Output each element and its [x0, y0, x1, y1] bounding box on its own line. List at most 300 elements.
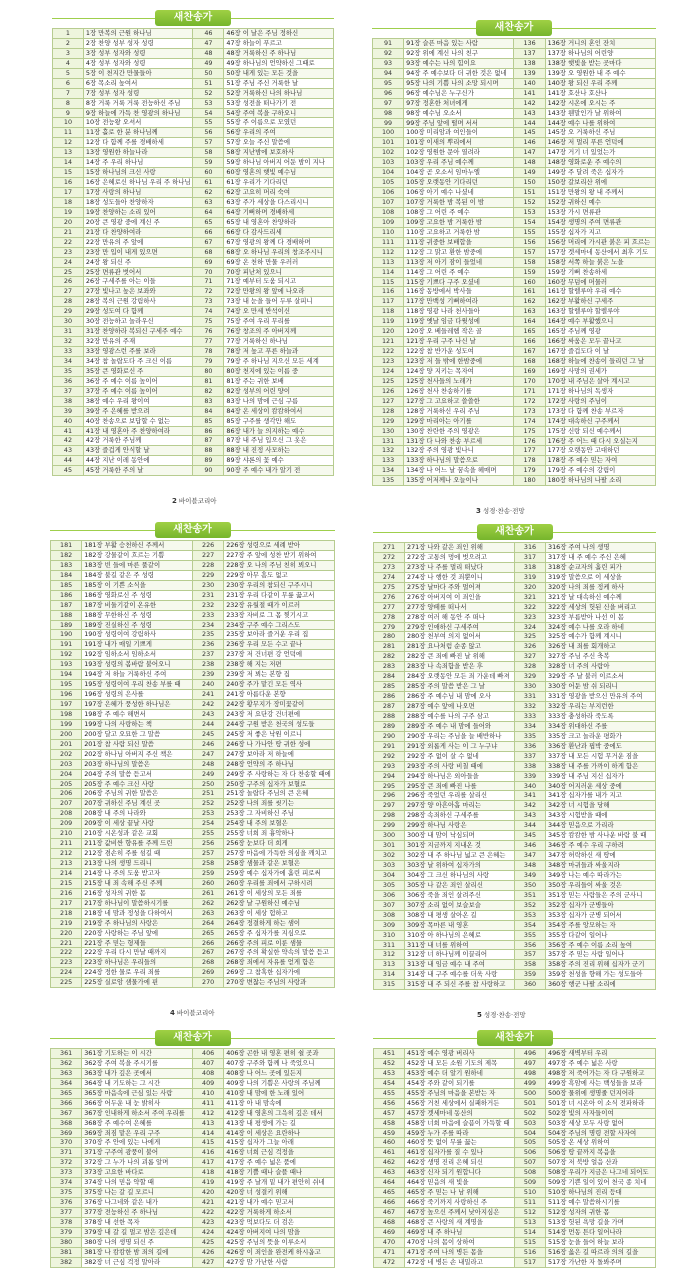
hymn-number: 26	[53, 277, 84, 287]
table-row	[374, 1058, 656, 1068]
hymn-title: 377장 전능하신 주 하나님	[82, 1208, 193, 1218]
table-row	[53, 257, 334, 267]
table-row	[51, 868, 335, 878]
hymn-number: 472	[374, 1257, 405, 1267]
hymn-number: 201	[51, 739, 82, 749]
table-row	[374, 721, 656, 731]
hymn-number: 25	[53, 267, 84, 277]
hymn-title: 34장 참 놀랍도다 주 크신 이름	[83, 356, 193, 366]
hymn-title: 255장 너희 죄 흉악하나	[224, 829, 335, 839]
table-row	[373, 436, 656, 446]
hymn-number: 507	[514, 1158, 545, 1168]
hymn-number: 119	[373, 317, 404, 327]
table-row	[374, 1088, 656, 1098]
table-row	[374, 870, 656, 880]
table-row	[51, 759, 335, 769]
hymn-title: 337장 내 모든 시험 무거운 짐을	[546, 751, 656, 761]
hymn-title: 163장 할렐루야 할렐루야	[545, 307, 655, 317]
table-row	[373, 247, 656, 257]
hymn-number: 299	[374, 821, 405, 831]
hymn-number: 270	[192, 978, 223, 988]
hymn-number: 180	[514, 476, 545, 486]
table-row	[51, 719, 335, 729]
hymn-title: 117장 만백성 기뻐하여라	[404, 297, 514, 307]
hymn-number: 406	[192, 1049, 223, 1059]
hymn-title: 298장 속죄하신 구세주를	[405, 811, 515, 821]
table-row	[373, 466, 656, 476]
hymn-title: 109장 고요한 밤 거룩한 밤	[404, 217, 514, 227]
hymn-number: 375	[51, 1188, 82, 1198]
hymn-index-page-5	[50, 1028, 335, 1266]
table-row	[374, 980, 656, 990]
hymn-number: 103	[373, 158, 404, 168]
hymn-title: 335장 크고 놀라운 평화가	[546, 731, 656, 741]
hymn-title: 410장 내 맘에 한 노래 있어	[224, 1088, 335, 1098]
table-row	[51, 690, 335, 700]
hymn-title: 297장 양 아흔아홉 마리는	[405, 801, 515, 811]
table-row	[51, 1118, 335, 1128]
hymn-number: 335	[514, 731, 545, 741]
table-row	[373, 158, 656, 168]
hymn-title: 248장 언약의 주 하나님	[224, 759, 335, 769]
hymn-number: 455	[374, 1088, 405, 1098]
hymn-number: 374	[51, 1178, 82, 1188]
hymn-number: 337	[514, 751, 545, 761]
hymn-title: 499장 흑암에 사는 백성들을 보라	[546, 1078, 656, 1088]
hymn-title: 507장 저 북방 얼음 산과	[546, 1158, 656, 1168]
table-row	[51, 1088, 335, 1098]
hymn-number: 11	[53, 128, 84, 138]
hymn-number: 284	[374, 672, 405, 682]
table-row	[374, 811, 656, 821]
hymn-title: 472장 네 병든 손 내밀라고	[405, 1257, 515, 1267]
hymn-number: 249	[192, 769, 223, 779]
hymn-number: 328	[514, 662, 545, 672]
hymn-number: 84	[193, 406, 224, 416]
hymn-title: 44장 지난 이레 동안에	[83, 456, 193, 466]
hymn-number: 6	[53, 78, 84, 88]
hymn-title: 118장 영광 나라 천사들아	[404, 307, 514, 317]
hymn-number: 193	[51, 660, 82, 670]
hymn-number: 419	[192, 1178, 223, 1188]
table-row	[51, 620, 335, 630]
hymn-title: 312장 너 하나님께 이끌리어	[405, 950, 515, 960]
hymn-number: 333	[514, 711, 545, 721]
hymn-number: 91	[373, 39, 404, 49]
hymn-title: 71장 예부터 도움 되시고	[224, 277, 334, 287]
table-row	[373, 476, 656, 486]
hymn-number: 464	[374, 1178, 405, 1188]
hymn-number: 63	[193, 197, 224, 207]
hymn-number: 15	[53, 168, 84, 178]
hymn-title: 167장 즐겁도다 이 날	[545, 347, 655, 357]
hymn-title: 261장 이 세상의 모든 죄를	[224, 888, 335, 898]
hymn-number: 121	[373, 337, 404, 347]
hymn-title: 200장 달고 오묘한 그 말씀	[82, 729, 193, 739]
hymn-title: 238장 해 지는 저편	[224, 660, 335, 670]
hymn-number: 327	[514, 652, 545, 662]
hymn-number: 165	[514, 327, 545, 337]
hymn-number: 32	[53, 337, 84, 347]
hymn-title: 209장 이 세상 끝날 사랑	[82, 819, 193, 829]
hymn-title: 148장 영화로운 주 예수의	[545, 158, 655, 168]
hymn-title: 219장 주 하나님의 사랑은	[82, 918, 193, 928]
hymn-title: 258장 샘물과 같은 보혈은	[224, 859, 335, 869]
hymn-title: 131장 다 나와 찬송 부르세	[404, 436, 514, 446]
table-row	[53, 396, 334, 406]
hymn-number: 296	[374, 791, 405, 801]
hymn-number: 18	[53, 197, 84, 207]
hymn-index-table	[373, 1048, 656, 1268]
hymn-title: 187장 비둘기같이 온유한	[82, 600, 193, 610]
page-number: 3	[476, 507, 481, 515]
hymn-number: 9	[53, 108, 84, 118]
hymn-title: 282장 큰 죄에 빠진 날 위해	[405, 652, 515, 662]
hymn-title: 345장 캄캄한 밤 사나운 바람 불 때	[546, 831, 656, 841]
hymn-number: 315	[374, 980, 405, 990]
hymn-number: 503	[514, 1118, 545, 1128]
table-row	[53, 416, 334, 426]
hymn-title: 375장 나는 갈 길 모르니	[82, 1188, 193, 1198]
hymn-title: 320장 나의 죄를 정케 하사	[546, 582, 656, 592]
hymn-number: 124	[373, 366, 404, 376]
table-row	[51, 670, 335, 680]
hymn-title: 140장 왕 되신 우리 주께	[545, 78, 655, 88]
hymn-number: 422	[192, 1208, 223, 1218]
hymn-title: 269장 그 참혹한 십자가에	[224, 968, 335, 978]
hymn-number: 85	[193, 416, 224, 426]
page-title: 새찬송가	[477, 524, 553, 540]
hymn-number: 516	[514, 1247, 545, 1257]
table-row	[374, 791, 656, 801]
table-row	[53, 277, 334, 287]
hymn-number: 146	[514, 138, 545, 148]
hymn-title: 469장 내 주 하나님	[405, 1227, 515, 1237]
hymn-number: 314	[374, 970, 405, 980]
hymn-number: 241	[192, 690, 223, 700]
hymn-title: 281장 요나처럼 순종 않고	[405, 642, 515, 652]
hymn-number: 303	[374, 861, 405, 871]
hymn-title: 11장 홀로 한 분 하나님께	[83, 128, 193, 138]
hymn-title: 54장 주여 복을 구하오니	[224, 108, 334, 118]
hymn-number: 114	[373, 267, 404, 277]
hymn-title: 25장 면류관 벗어서	[83, 267, 193, 277]
hymn-title: 83장 나의 맘에 근심 구름	[224, 396, 334, 406]
hymn-number: 304	[374, 870, 405, 880]
hymn-number: 370	[51, 1138, 82, 1148]
hymn-number: 87	[193, 436, 224, 446]
hymn-number: 264	[192, 918, 223, 928]
hymn-number: 271	[374, 543, 405, 553]
hymn-title: 205장 주 예수 크신 사랑	[82, 779, 193, 789]
hymn-number: 410	[192, 1088, 223, 1098]
hymn-number: 409	[192, 1078, 223, 1088]
table-row	[53, 158, 334, 168]
hymn-title: 381장 나 캄캄한 밤 죄의 길에	[82, 1247, 193, 1257]
hymn-number: 50	[193, 68, 224, 78]
table-row	[51, 888, 335, 898]
hymn-title: 421장 내가 예수 믿고서	[224, 1198, 335, 1208]
hymn-title: 46장 이 날은 주님 정하신	[224, 29, 334, 39]
table-row	[373, 307, 656, 317]
hymn-title: 300장 내 맘이 낙심되며	[405, 831, 515, 841]
hymn-number: 373	[51, 1168, 82, 1178]
hymn-number: 68	[193, 247, 224, 257]
hymn-title: 249장 주 사랑하는 자 다 찬송할 때에	[224, 769, 335, 779]
hymn-number: 24	[53, 257, 84, 267]
table-row	[373, 217, 656, 227]
hymn-number: 365	[51, 1088, 82, 1098]
hymn-title: 516장 옳은 길 따르라 의의 길을	[546, 1247, 656, 1257]
hymn-title: 422장 거룩하게 하소서	[224, 1208, 335, 1218]
table-row	[374, 562, 656, 572]
hymn-number: 187	[51, 600, 82, 610]
hymn-title: 201장 참 사람 되신 말씀	[82, 739, 193, 749]
hymn-title: 128장 거룩하신 우리 주님	[404, 406, 514, 416]
table-row	[374, 1049, 656, 1059]
hymn-title: 22장 만유의 주 앞에	[83, 237, 193, 247]
hymn-number: 2	[53, 38, 84, 48]
hymn-title: 5장 이 천지간 만물들아	[83, 68, 193, 78]
hymn-title: 424장 아버지여 나의 맘을	[224, 1227, 335, 1237]
table-row	[51, 610, 335, 620]
hymn-title: 309장 목마른 내 영혼	[405, 920, 515, 930]
hymn-index-page-3	[50, 520, 335, 1017]
table-row	[51, 570, 335, 580]
hymn-number: 513	[514, 1217, 545, 1227]
hymn-title: 29장 성도여 다 함께	[83, 307, 193, 317]
table-row	[374, 900, 656, 910]
hymn-title: 156장 머리에 가시관 붉은 피 흐르는	[545, 237, 655, 247]
hymn-title: 180장 하나님의 나팔 소리	[545, 476, 655, 486]
hymn-number: 182	[51, 550, 82, 560]
hymn-title: 10장 전능왕 오셔서	[83, 118, 193, 128]
hymn-number: 379	[51, 1227, 82, 1237]
hymn-number: 469	[374, 1227, 405, 1237]
hymn-title: 126장 천사 찬송하기를	[404, 386, 514, 396]
hymn-title: 115장 기쁘다 구주 오셨네	[404, 277, 514, 287]
hymn-number: 322	[514, 602, 545, 612]
table-row	[53, 118, 334, 128]
hymn-title: 112장 그 맑고 환한 밤중에	[404, 247, 514, 257]
hymn-number: 35	[53, 366, 84, 376]
hymn-title: 125장 천사들의 노래가	[404, 376, 514, 386]
page-title: 새찬송가	[155, 1030, 231, 1046]
hymn-number: 110	[373, 227, 404, 237]
hymn-title: 501장 너 시온아 이 소식 전파하라	[546, 1098, 656, 1108]
hymn-number: 353	[514, 910, 545, 920]
table-row	[374, 702, 656, 712]
hymn-number: 511	[514, 1198, 545, 1208]
table-row	[51, 709, 335, 719]
hymn-title: 368장 주 예수여 은혜를	[82, 1118, 193, 1128]
hymn-number: 161	[514, 287, 545, 297]
table-row	[53, 38, 334, 48]
hymn-title: 460장 뜻 없이 무릎 꿇는	[405, 1138, 515, 1148]
hymn-title: 374장 나의 믿음 약할 때	[82, 1178, 193, 1188]
hymn-number: 129	[373, 416, 404, 426]
hymn-title: 21장 다 찬양하여라	[83, 227, 193, 237]
hymn-number: 427	[192, 1257, 223, 1267]
hymn-number: 29	[53, 307, 84, 317]
hymn-title: 515장 눈을 들어 하늘 보라	[546, 1237, 656, 1247]
hymn-number: 235	[192, 630, 223, 640]
hymn-title: 263장 이 세상 험하고	[224, 908, 335, 918]
hymn-number: 150	[514, 178, 545, 188]
hymn-number: 97	[373, 98, 404, 108]
table-row	[374, 1108, 656, 1118]
hymn-number: 202	[51, 749, 82, 759]
hymn-number: 23	[53, 247, 84, 257]
hymn-title: 365장 마음속에 근심 있는 사람	[82, 1088, 193, 1098]
hymn-number: 106	[373, 188, 404, 198]
hymn-number: 361	[51, 1049, 82, 1059]
table-row	[51, 859, 335, 869]
hymn-title: 458장 너희 마음에 슬픔이 가득할 때	[405, 1118, 515, 1128]
hymn-number: 425	[192, 1237, 223, 1247]
table-row	[51, 1188, 335, 1198]
hymn-number: 36	[53, 376, 84, 386]
hymn-number: 471	[374, 1247, 405, 1257]
hymn-title: 197장 은혜가 풍성한 하나님은	[82, 700, 193, 710]
hymn-title: 350장 우리들이 싸울 것은	[546, 880, 656, 890]
hymn-title: 299장 하나님 사랑은	[405, 821, 515, 831]
hymn-number: 14	[53, 158, 84, 168]
hymn-title: 41장 내 영혼아 주 찬양하여라	[83, 426, 193, 436]
footer-label: 바이블코리아	[176, 1009, 215, 1017]
table-row	[374, 1237, 656, 1247]
hymn-title: 77장 거룩하신 하나님	[224, 337, 334, 347]
table-row	[51, 580, 335, 590]
hymn-title: 233장 자비로 그 몸 찢기시고	[224, 610, 335, 620]
hymn-title: 471장 주여 나의 병든 몸을	[405, 1247, 515, 1257]
hymn-number: 116	[373, 287, 404, 297]
table-row	[53, 29, 334, 39]
hymn-title: 40장 찬송으로 보답할 수 없는	[83, 416, 193, 426]
hymn-title: 278장 여러 해 동안 주 떠나	[405, 612, 515, 622]
hymn-number: 108	[373, 207, 404, 217]
hymn-number: 300	[374, 831, 405, 841]
hymn-title: 289장 주 예수 내 맘에 들어와	[405, 721, 515, 731]
hymn-number: 138	[514, 58, 545, 68]
hymn-title: 158장 서쪽 하늘 붉은 노을	[545, 257, 655, 267]
hymn-number: 497	[514, 1058, 545, 1068]
hymn-title: 12장 다 함께 주를 경배하세	[83, 138, 193, 148]
hymn-number: 77	[193, 337, 224, 347]
table-row	[373, 386, 656, 396]
hymn-title: 358장 주의 진리 위해 십자가 군기	[546, 960, 656, 970]
hymn-title: 181장 부활 승천하신 주께서	[82, 541, 193, 551]
hymn-title: 36장 주 예수 이름 높이어	[83, 376, 193, 386]
hymn-title: 51장 주님 주신 거룩한 날	[224, 78, 334, 88]
hymn-title: 28장 복의 근원 강림하사	[83, 297, 193, 307]
hymn-number: 504	[514, 1128, 545, 1138]
hymn-title: 270장 변찮는 주님의 사랑과	[224, 978, 335, 988]
page-title: 새찬송가	[477, 1030, 553, 1046]
hymn-number: 130	[373, 426, 404, 436]
hymn-number: 357	[514, 950, 545, 960]
hymn-title: 141장 호산나 호산나	[545, 88, 655, 98]
table-row	[53, 386, 334, 396]
hymn-title: 90장 주 예수 내가 알기 전	[224, 466, 334, 476]
hymn-number: 288	[374, 711, 405, 721]
hymn-number: 308	[374, 910, 405, 920]
hymn-title: 138장 햇빛을 받는 곳마다	[545, 58, 655, 68]
hymn-title: 362장 주여 복을 주시기를	[82, 1058, 193, 1068]
hymn-number: 183	[51, 560, 82, 570]
hymn-title: 20장 큰 영광 중에 계신 주	[83, 217, 193, 227]
table-row	[51, 640, 335, 650]
hymn-title: 416장 너희 근심 걱정을	[224, 1148, 335, 1158]
hymn-number: 265	[192, 928, 223, 938]
hymn-title: 296장 죽었던 우리를 살리신	[405, 791, 515, 801]
hymn-number: 3	[53, 48, 84, 58]
hymn-number: 56	[193, 128, 224, 138]
table-row	[51, 1227, 335, 1237]
table-row	[374, 582, 656, 592]
table-row	[51, 1068, 335, 1078]
hymn-number: 380	[51, 1237, 82, 1247]
hymn-title: 452장 내 모든 소원 기도의 제목	[405, 1058, 515, 1068]
table-row	[374, 741, 656, 751]
table-row	[374, 1247, 656, 1257]
hymn-number: 83	[193, 396, 224, 406]
hymn-number: 168	[514, 357, 545, 367]
hymn-number: 141	[514, 88, 545, 98]
table-row	[374, 1138, 656, 1148]
hymn-title: 79장 주 하나님 지으신 모든 세계	[224, 356, 334, 366]
table-row	[374, 851, 656, 861]
hymn-title: 339장 내 주님 지신 십자가	[546, 771, 656, 781]
hymn-title: 244장 구원 받은 천국의 성도들	[224, 719, 335, 729]
hymn-number: 227	[192, 550, 223, 560]
page-title: 새찬송가	[155, 522, 231, 538]
page-header	[52, 8, 334, 28]
hymn-title: 184장 불길 같은 주 성령	[82, 570, 193, 580]
table-row	[373, 446, 656, 456]
hymn-number: 10	[53, 118, 84, 128]
hymn-title: 336장 환난과 핍박 중에도	[546, 741, 656, 751]
hymn-number: 72	[193, 287, 224, 297]
hymn-number: 167	[514, 347, 545, 357]
table-row	[373, 337, 656, 347]
table-row	[374, 711, 656, 721]
hymn-number: 298	[374, 811, 405, 821]
hymn-number: 462	[374, 1158, 405, 1168]
hymn-title: 372장 그 누가 나의 괴롬 알며	[82, 1158, 193, 1168]
hymn-title: 160장 무덤에 머물러	[545, 277, 655, 287]
table-row	[374, 1118, 656, 1128]
hymn-number: 354	[514, 920, 545, 930]
hymn-title: 124장 양 지키는 목자여	[404, 366, 514, 376]
hymn-number: 181	[51, 541, 82, 551]
hymn-title: 241장 아름다운 본향	[224, 690, 335, 700]
table-row	[53, 68, 334, 78]
hymn-number: 336	[514, 741, 545, 751]
hymn-title: 346장 주 예수 우리 구하려	[546, 841, 656, 851]
hymn-title: 151장 만왕의 왕 내 주께서	[545, 188, 655, 198]
hymn-title: 462장 생명 진리 은혜 되신	[405, 1158, 515, 1168]
hymn-number: 501	[514, 1098, 545, 1108]
hymn-number: 33	[53, 347, 84, 357]
hymn-title: 353장 십자가 군병 되어서	[546, 910, 656, 920]
hymn-number: 338	[514, 761, 545, 771]
hymn-number: 102	[373, 148, 404, 158]
hymn-number: 321	[514, 592, 545, 602]
hymn-title: 243장 저 요단강 건너편에	[224, 709, 335, 719]
hymn-title: 242장 황무지가 장미꽃같이	[224, 700, 335, 710]
hymn-title: 506장 땅 끝까지 복음을	[546, 1148, 656, 1158]
